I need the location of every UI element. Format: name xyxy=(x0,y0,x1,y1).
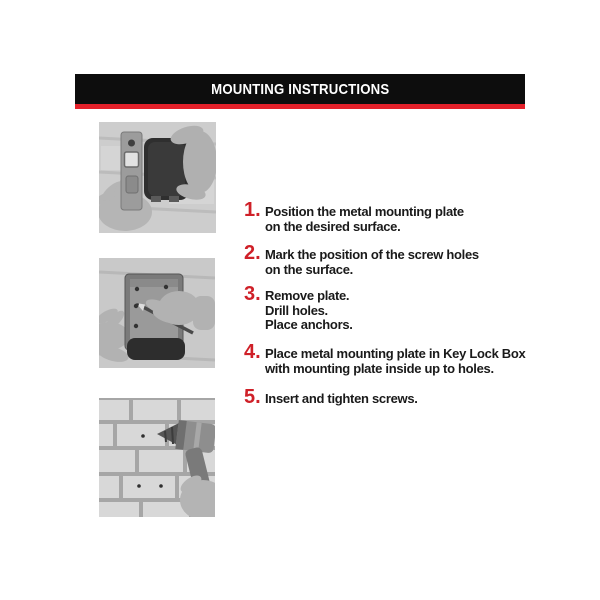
step-line: Insert and tighten screws. xyxy=(265,391,418,406)
screw-hole xyxy=(164,285,168,289)
step5-photo-drill xyxy=(99,398,215,517)
step-item-4 xyxy=(244,342,525,376)
step-text xyxy=(265,347,525,376)
page-title: MOUNTING INSTRUCTIONS xyxy=(210,80,390,98)
step-item-5 xyxy=(244,387,418,407)
step-line: Remove plate. xyxy=(265,288,350,303)
step-line: Drill holes. xyxy=(265,302,328,318)
step-item-3 xyxy=(244,284,353,333)
step-line: Mark the position of the screw holes xyxy=(265,247,479,262)
step-number: 5. xyxy=(244,386,261,408)
step1-photo-position-box xyxy=(99,122,216,233)
header-bar xyxy=(75,74,525,104)
box-flap xyxy=(127,338,185,360)
step-line: Position the metal mounting plate xyxy=(265,204,464,219)
header-accent-stripe xyxy=(75,104,525,109)
step-line: Place anchors. xyxy=(265,317,353,332)
step-number: 2. xyxy=(244,242,261,264)
plate-window xyxy=(125,152,139,167)
photo-mark-holes-illustration xyxy=(99,258,215,368)
screw-hole xyxy=(135,287,139,291)
step-text xyxy=(265,392,418,407)
step-line: on the desired surface. xyxy=(265,218,401,234)
step-item-1 xyxy=(244,200,464,234)
step2-photo-mark-holes xyxy=(99,258,215,368)
step-text xyxy=(265,248,479,277)
step-text xyxy=(265,205,464,234)
mounting-plate xyxy=(121,132,142,210)
step-line: with mounting plate inside up to holes. xyxy=(265,360,494,376)
plate-hole xyxy=(128,140,135,147)
photo-drill-illustration xyxy=(99,398,215,517)
step-number: 4. xyxy=(244,341,261,363)
step-number: 1. xyxy=(244,199,261,221)
photo-position-box-illustration xyxy=(99,122,216,233)
screw-hole xyxy=(134,324,138,328)
plate-slot xyxy=(126,176,138,193)
step-line: on the surface. xyxy=(265,261,353,277)
step-item-2 xyxy=(244,243,479,277)
step-line: Place metal mounting plate in Key Lock Box xyxy=(265,346,526,361)
step-number: 3. xyxy=(244,283,261,305)
step-text xyxy=(265,289,353,333)
